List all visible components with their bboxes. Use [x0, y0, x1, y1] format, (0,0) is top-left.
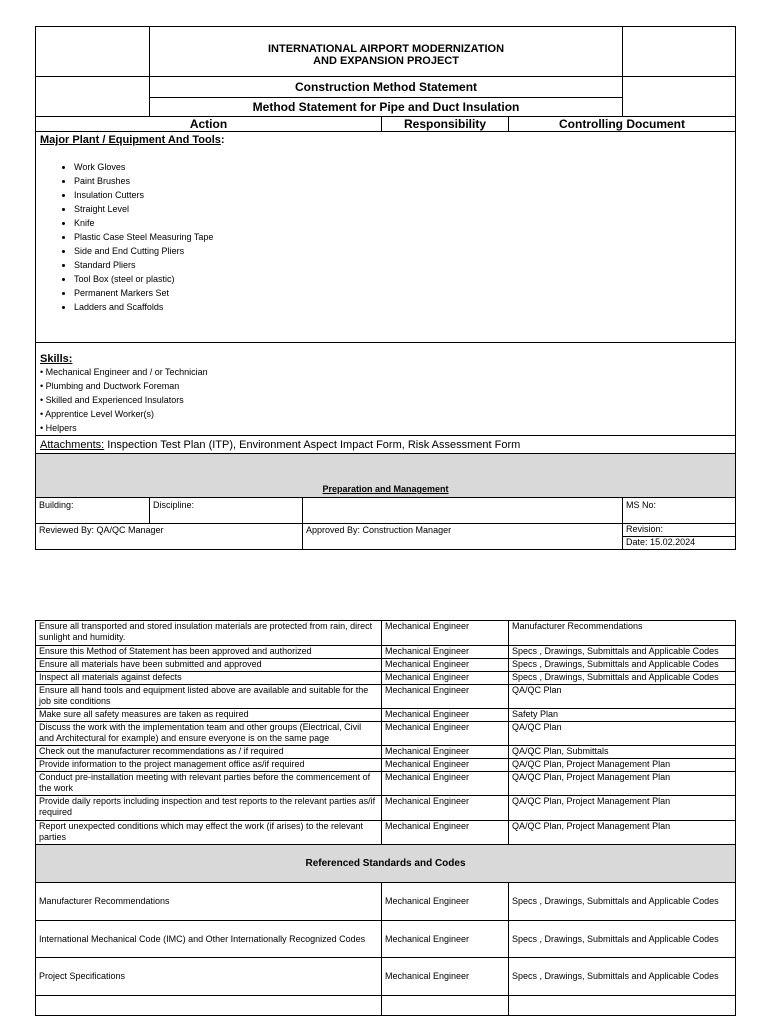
responsibility-cell: Mechanical Engineer	[382, 672, 509, 685]
reference-cell: Manufacturer Recommendations	[36, 883, 382, 921]
action-cell: Report unexpected conditions which may effect the work (if arises) to the relevant parties	[36, 821, 382, 845]
logo-cell-left	[36, 27, 150, 77]
discipline-field: Discipline:	[150, 498, 303, 524]
responsibility-cell: Mechanical Engineer	[382, 759, 509, 772]
list-item: • Apprentice Level Worker(s)	[40, 409, 155, 419]
table-row	[36, 772, 736, 796]
project-title-line1: INTERNATIONAL AIRPORT MODERNIZATION	[267, 42, 505, 55]
table-row	[36, 621, 736, 646]
preparation-section-header	[36, 454, 736, 498]
document-cell: Specs , Drawings, Submittals and Applicable Codes	[509, 659, 736, 672]
responsibility-cell: Mechanical Engineer	[382, 621, 509, 646]
action-cell: Conduct pre-installation meeting with relevant parties before the commencement of the work	[36, 772, 382, 796]
responsibility-cell: Mechanical Engineer	[382, 821, 509, 845]
ms-no-field: MS No:	[623, 498, 736, 524]
table-row	[36, 958, 736, 996]
table-row	[36, 685, 736, 709]
action-cell: Provide daily reports including inspection and test reports to the relevant parties as/if required	[36, 796, 382, 821]
project-title	[150, 27, 623, 77]
statement-title: Method Statement for Pipe and Duct Insulation	[150, 98, 623, 117]
column-header-action: Action	[36, 117, 382, 132]
action-cell: Inspect all materials against defects	[36, 672, 382, 685]
equipment-list	[40, 160, 732, 314]
empty-cell	[382, 996, 509, 1016]
list-item: • Insulation Cutters	[74, 188, 732, 202]
list-item: • Plastic Case Steel Measuring Tape	[74, 230, 732, 244]
list-item: • Permanent Markers Set	[74, 286, 732, 300]
responsibility-cell: Mechanical Engineer	[382, 746, 509, 759]
responsibility-cell: Mechanical Engineer	[382, 796, 509, 821]
skills-section	[36, 343, 736, 436]
document-cell: Specs , Drawings, Submittals and Applicable Codes	[509, 958, 736, 996]
document-cell: Specs , Drawings, Submittals and Applicable Codes	[509, 883, 736, 921]
responsibility-cell: Mechanical Engineer	[382, 772, 509, 796]
skills-heading: Skills:	[40, 353, 73, 365]
attachments-row	[36, 436, 736, 454]
action-cell: Ensure all materials have been submitted and approved	[36, 659, 382, 672]
action-cell: Discuss the work with the implementation team and other groups (Electrical, Civil and Architectural for example) and ensure everyone is on the same page	[36, 722, 382, 746]
document-cell: QA/QC Plan, Submittals	[509, 746, 736, 759]
table-row	[36, 759, 736, 772]
list-item: • Helpers	[40, 423, 77, 433]
document-cell: QA/QC Plan, Project Management Plan	[509, 759, 736, 772]
referenced-standards-header	[36, 845, 736, 883]
table-row	[36, 722, 736, 746]
attachments-text: Inspection Test Plan (ITP), Environment Aspect Impact Form, Risk Assessment Form	[104, 438, 521, 451]
reviewed-by-field: Reviewed By: QA/QC Manager	[36, 524, 303, 550]
table-row	[36, 672, 736, 685]
table-row	[36, 646, 736, 659]
building-field: Building:	[36, 498, 150, 524]
responsibility-cell: Mechanical Engineer	[382, 659, 509, 672]
blank-cell-left	[36, 77, 150, 117]
responsibility-cell: Mechanical Engineer	[382, 685, 509, 709]
list-item: • Knife	[74, 216, 732, 230]
preparation-section-title: Preparation and Management	[322, 484, 449, 494]
responsibility-cell: Mechanical Engineer	[382, 958, 509, 996]
equipment-section	[36, 132, 736, 343]
reference-cell: International Mechanical Code (IMC) and Other Internationally Recognized Codes	[36, 921, 382, 958]
equipment-heading: Major Plant / Equipment And Tools	[40, 134, 221, 146]
list-item: • Mechanical Engineer and / or Technician	[40, 367, 208, 377]
list-item: • Standard Pliers	[74, 258, 732, 272]
blank-info-cell	[303, 498, 623, 524]
document-cell: QA/QC Plan, Project Management Plan	[509, 796, 736, 821]
column-header-controlling-document: Controlling Document	[509, 117, 736, 132]
responsibility-cell: Mechanical Engineer	[382, 883, 509, 921]
method-statement-header-table	[35, 26, 736, 550]
table-row	[36, 883, 736, 921]
blank-cell-right	[623, 77, 736, 117]
column-header-responsibility: Responsibility	[382, 117, 509, 132]
equipment-heading-colon: :	[220, 134, 225, 146]
revision-field: Revision:	[623, 524, 736, 537]
table-row	[36, 709, 736, 722]
document-cell: QA/QC Plan, Project Management Plan	[509, 821, 736, 845]
logo-cell-right	[623, 27, 736, 77]
action-cell: Provide information to the project management office as/if required	[36, 759, 382, 772]
list-item: • Straight Level	[74, 202, 732, 216]
action-cell: Ensure all hand tools and equipment listed above are available and suitable for the job site conditions	[36, 685, 382, 709]
table-row	[36, 821, 736, 845]
document-cell: QA/QC Plan	[509, 685, 736, 709]
responsibility-cell: Mechanical Engineer	[382, 709, 509, 722]
responsibility-cell: Mechanical Engineer	[382, 921, 509, 958]
document-cell: Specs , Drawings, Submittals and Applicable Codes	[509, 672, 736, 685]
action-cell: Ensure this Method of Statement has been approved and authorized	[36, 646, 382, 659]
document-cell: Specs , Drawings, Submittals and Applicable Codes	[509, 921, 736, 958]
list-item: • Skilled and Experienced Insulators	[40, 395, 184, 405]
empty-cell	[509, 996, 736, 1016]
action-cell: Check out the manufacturer recommendations as / if required	[36, 746, 382, 759]
attachments-label: Attachments:	[40, 438, 105, 451]
table-row	[36, 796, 736, 821]
list-item: • Ladders and Scaffolds	[74, 300, 732, 314]
table-row	[36, 996, 736, 1016]
document-cell: Specs , Drawings, Submittals and Applicable Codes	[509, 646, 736, 659]
table-row	[36, 746, 736, 759]
document-cell: QA/QC Plan	[509, 722, 736, 746]
table-row	[36, 659, 736, 672]
responsibility-cell: Mechanical Engineer	[382, 646, 509, 659]
actions-table	[35, 620, 736, 1016]
document-cell: Safety Plan	[509, 709, 736, 722]
date-field: Date: 15.02.2024	[623, 537, 736, 550]
list-item: • Side and End Cutting Pliers	[74, 244, 732, 258]
list-item: • Paint Brushes	[74, 174, 732, 188]
reference-cell: Project Specifications	[36, 958, 382, 996]
list-item: • Tool Box (steel or plastic)	[74, 272, 732, 286]
approved-by-field: Approved By: Construction Manager	[303, 524, 623, 550]
responsibility-cell: Mechanical Engineer	[382, 722, 509, 746]
action-cell: Make sure all safety measures are taken as required	[36, 709, 382, 722]
document-cell: QA/QC Plan, Project Management Plan	[509, 772, 736, 796]
referenced-standards-title: Referenced Standards and Codes	[36, 845, 736, 883]
empty-cell	[36, 996, 382, 1016]
action-cell: Ensure all transported and stored insulation materials are protected from rain, direct sunlight and humidity.	[36, 621, 382, 646]
table-row	[36, 921, 736, 958]
list-item: • Work Gloves	[74, 160, 732, 174]
document-subtitle: Construction Method Statement	[150, 77, 623, 98]
document-cell: Manufacturer Recommendations	[509, 621, 736, 646]
project-title-line2: AND EXPANSION PROJECT	[313, 54, 459, 67]
list-item: • Plumbing and Ductwork Foreman	[40, 381, 180, 391]
